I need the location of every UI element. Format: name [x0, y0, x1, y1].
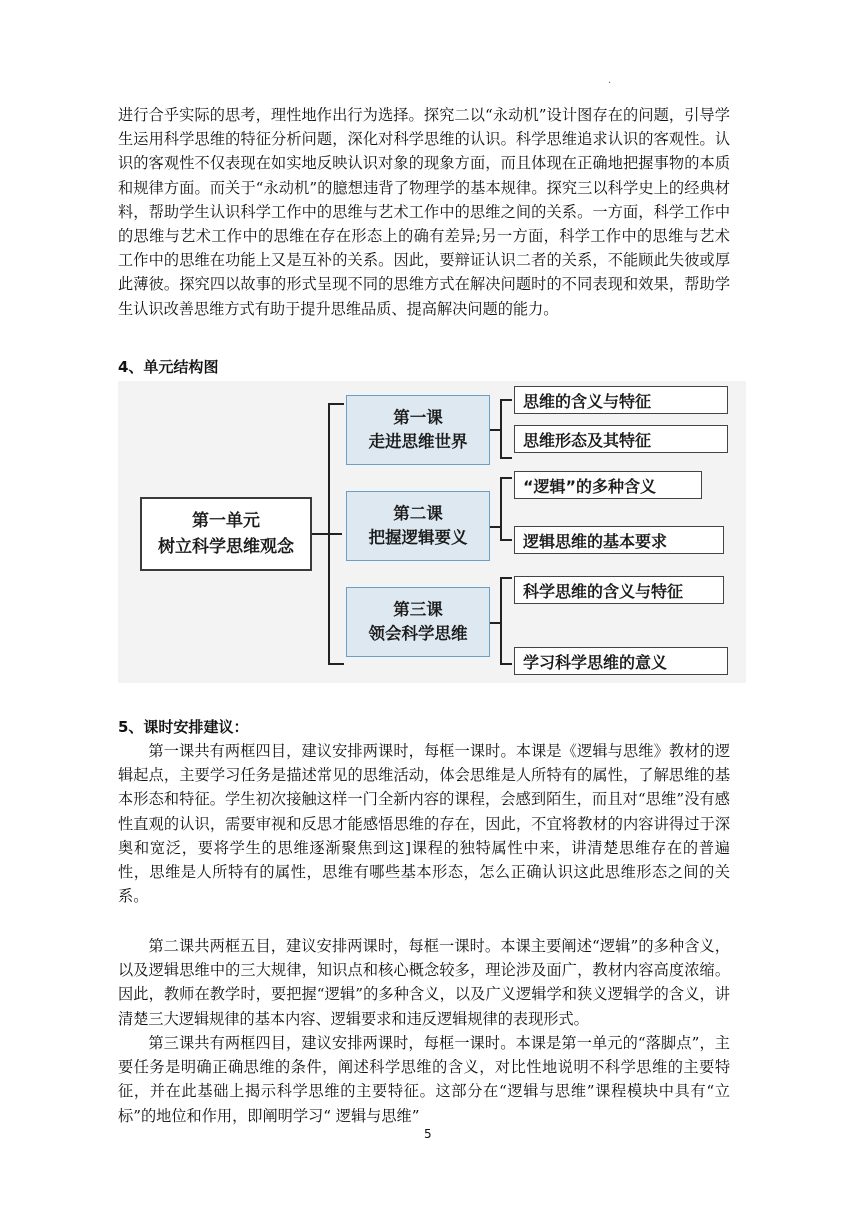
- page-number: 5: [424, 1127, 432, 1141]
- leaf-1-2: [514, 425, 728, 453]
- unit-subtitle: 树立科学思维观念: [158, 537, 294, 557]
- leaf-2-1-text: “逻辑”的多种含义: [523, 476, 657, 496]
- leaf-1-2-text: 思维形态及其特征: [523, 430, 652, 450]
- intro-paragraph: 进行合乎实际的思考，理性地作出行为选择。探究二以“永动机”设计图存在的问题，引导学生运用科学思维的特征分析问题，深化对科学思维的认识。科学思维追求认识的客观性。认识的客观性不仅表现在如实地反映认识对象的现象方面，而且体现在正确地把握事物的本质和规律方面。而关于“永动机”的臆想违背了物理学的基本规律。探究三以科学史上的经典材料，帮助学生认识科学工作中的思维与艺术工作中的思维之间的关系。一方面，科学工作中的思维与艺术工作中的思维在存在形态上的确有差异;另一方面，科学工作中的思维与艺术工作中的思维在功能上又是互补的关系。因此，要辩证认识二者的关系，不能顾此失彼或厚此薄彼。探究四以故事的形式呈现不同的思维方式在解决问题时的不同表现和效果，帮助学生认识改善思维方式有助于提升思维品质、提高解决问题的能力。: [118, 106, 730, 318]
- lesson-3-paragraph: 第三课共有两框四目，建议安排两课时，每框一课时。本课是第一单元的“落脚点”，主要任务是明确正确思维的条件，阐述科学思维的含义，对比性地说明不科学思维的主要特征，并在此基础上揭示科学思维的主要特征。这部分在“逻辑与思维”课程模块中具有“立标”的地位和作用，即阐明学习“ 逻辑与思维”: [118, 1034, 730, 1125]
- lesson-2-subtitle: 把握逻辑要义: [368, 528, 468, 547]
- leaf-3-2-text: 学习科学思维的意义: [523, 652, 668, 672]
- lesson-3-hook-top: [500, 577, 512, 579]
- lesson-box-3: [346, 587, 490, 657]
- lesson-3-hook-bottom: [500, 663, 512, 665]
- lesson-2-bracket: [500, 477, 502, 541]
- leaf-2-2: [514, 526, 724, 554]
- lesson-2-hook-top: [500, 477, 512, 479]
- lesson-3-subtitle: 领会科学思维: [368, 624, 468, 643]
- leaf-2-2-text: 逻辑思维的基本要求: [523, 531, 668, 551]
- leaf-3-1-text: 科学思维的含义与特征: [523, 581, 684, 601]
- lesson-box-2: [346, 491, 490, 561]
- bracket-bottom-hook: [328, 663, 344, 665]
- section5-heading: 5、课时安排建议：: [118, 718, 249, 736]
- leaf-3-2: [514, 647, 728, 675]
- bracket-top-hook: [328, 403, 344, 405]
- lesson-1-title: 第一课: [393, 408, 443, 427]
- lesson-1-subtitle: 走进思维世界: [368, 432, 468, 451]
- lesson-1-hook-top: [500, 399, 512, 401]
- leaf-1-1: [514, 386, 728, 414]
- lesson-2-hook-bottom: [500, 539, 512, 541]
- lesson-box-1: [346, 395, 490, 465]
- leaf-1-1-text: 思维的含义与特征: [523, 391, 652, 411]
- unit-title: 第一单元: [192, 511, 260, 531]
- bracket-stem: [312, 533, 328, 535]
- leaf-2-1: [514, 471, 702, 499]
- lesson-1-bracket: [500, 399, 502, 459]
- section4-heading: 4、单元结构图: [118, 358, 219, 376]
- lesson-2-stem: [490, 526, 500, 528]
- lesson-1-stem: [490, 429, 500, 431]
- lesson-3-title: 第三课: [393, 600, 443, 619]
- lesson-3-bracket: [500, 577, 502, 665]
- leaf-3-1: [514, 576, 724, 604]
- header-mark: ·: [608, 78, 612, 89]
- lesson-3-stem: [490, 622, 500, 624]
- lesson-2-paragraph: 第二课共两框五目，建议安排两课时，每框一课时。本课主要阐述“逻辑”的多种含义，以及逻辑思维中的三大规律，知识点和核心概念较多，理论涉及面广，教材内容高度浓缩。因此，教师在教学时，要把握“逻辑”的多种含义，以及广义逻辑学和狭义逻辑学的含义，讲清楚三大逻辑规律的基本内容、逻辑要求和违反逻辑规律的表现形式。: [118, 937, 730, 1028]
- lesson-1-paragraph: 第一课共有两框四目，建议安排两课时，每框一课时。本课是《逻辑与思维》教材的逻辑起点，主要学习任务是描述常见的思维活动，体会思维是人所特有的属性，了解思维的基本形态和特征。学生初次接触这样一门全新内容的课程，会感到陌生，而且对“思维”没有感性直观的认识，需要审视和反思才能感悟思维的存在，因此，不宜将教材的内容讲得过于深奥和宽泛，要将学生的思维逐渐聚焦到这]课程的独特属性中来，讲清楚思维存在的普遍性，思维是人所特有的属性，思维有哪些基本形态，怎么正确认识这此思维形态之间的关系。: [118, 742, 730, 906]
- lesson-1-hook-bottom: [500, 457, 512, 459]
- unit-structure-diagram: [118, 381, 746, 683]
- bracket-mid-hook: [328, 533, 342, 535]
- unit-box: [140, 497, 312, 571]
- lesson-2-title: 第二课: [393, 504, 443, 523]
